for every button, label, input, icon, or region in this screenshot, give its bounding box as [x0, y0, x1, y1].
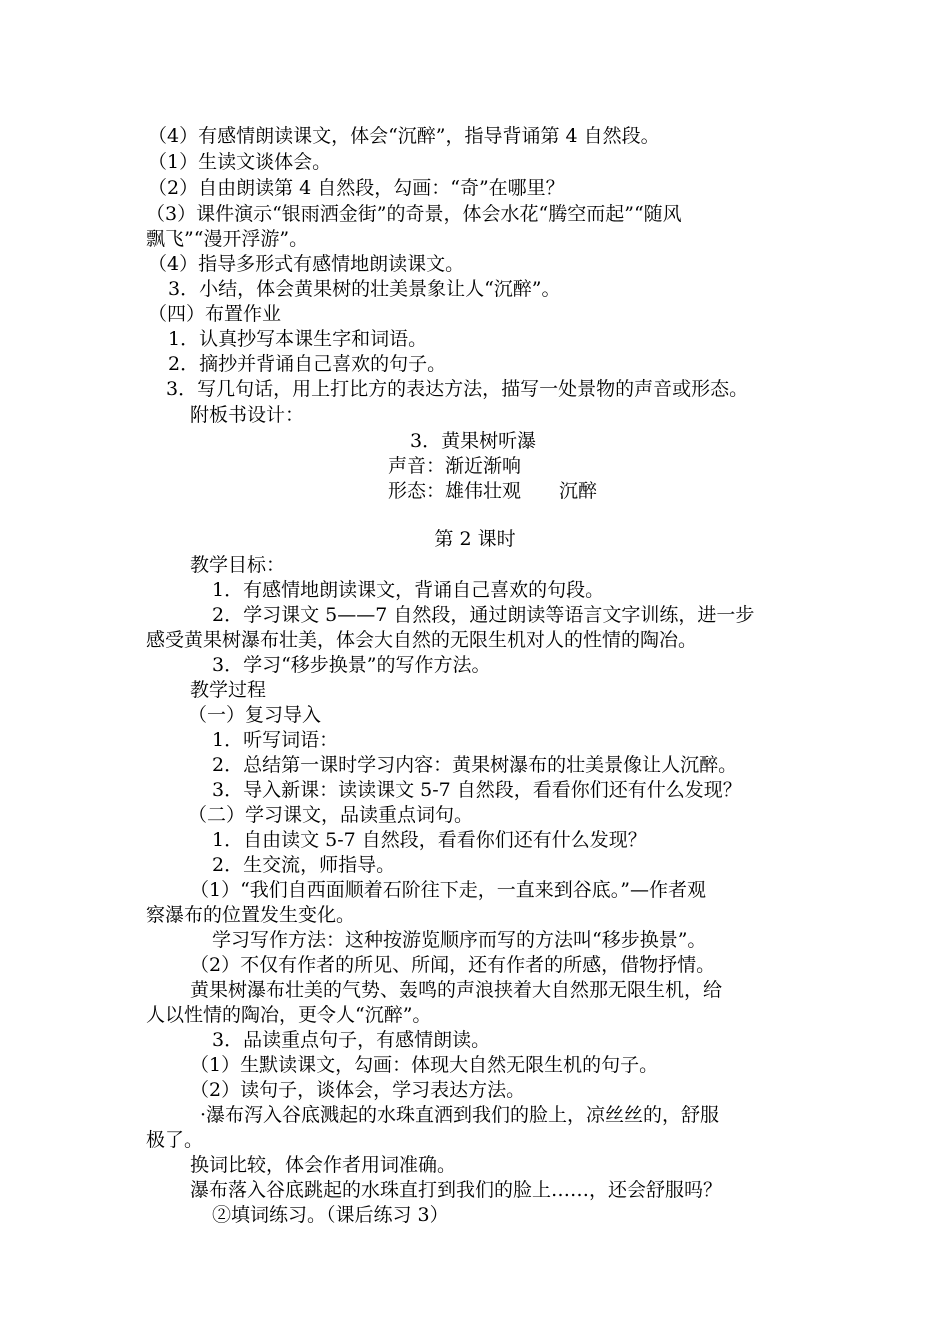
section-heading: （二）学习课文，品读重点词句。	[188, 804, 474, 826]
text-line: 察瀑布的位置发生变化。	[146, 904, 356, 926]
text-line: 3．写几句话，用上打比方的表达方法，描写一处景物的声音或形态。	[166, 378, 749, 400]
text-line: （1）生读文谈体会。	[148, 151, 332, 173]
text-line: （3）课件演示“银雨洒金街”的奇景，体会水花“腾空而起”“随风	[146, 203, 682, 225]
text-line: 2．总结第一课时学习内容：黄果树瀑布的壮美景像让人沉醉。	[212, 754, 738, 776]
text-line: 飘飞”“漫开浮游”。	[146, 228, 309, 250]
text-line: 2．学习课文 5——7 自然段，通过朗读等语言文字训练，进一步	[212, 604, 755, 626]
text-line: 极了。	[146, 1129, 204, 1151]
text-line: 瀑布落入谷底跳起的水珠直打到我们的脸上……，还会舒服吗？	[190, 1179, 723, 1201]
text-line: 黄果树瀑布壮美的气势、轰鸣的声浪挟着大自然那无限生机，给	[190, 979, 723, 1001]
board-line: 声音：渐近渐响	[388, 455, 522, 477]
text-line: ②填词练习。（课后练习 3）	[212, 1204, 449, 1226]
text-line: 附板书设计：	[190, 404, 305, 426]
text-line: （2）自由朗读第 4 自然段，勾画：“奇”在哪里？	[148, 177, 565, 199]
text-line: 1．认真抄写本课生字和词语。	[168, 328, 428, 350]
text-line: 2．生交流，师指导。	[212, 854, 396, 876]
text-line: 教学目标：	[190, 554, 286, 576]
text-line: ·瀑布泻入谷底溅起的水珠直洒到我们的脸上，凉丝丝的，舒服	[200, 1104, 720, 1126]
text-line: 换词比较，体会作者用词准确。	[190, 1154, 457, 1176]
section-heading: （一）复习导入	[188, 704, 322, 726]
lesson-heading: 第 2 课时	[434, 528, 516, 550]
text-line: 1．听写词语：	[212, 729, 339, 751]
section-heading: （四）布置作业	[148, 303, 282, 325]
text-line: 3．品读重点句子，有感情朗读。	[212, 1029, 491, 1051]
text-line: （4）有感情朗读课文，体会“沉醉”，指导背诵第 4 自然段。	[148, 125, 660, 147]
text-line: （4）指导多形式有感情地朗读课文。	[148, 253, 465, 275]
text-line: （2）不仅有作者的所见、所闻，还有作者的所感，借物抒情。	[190, 954, 716, 976]
text-line: 3．学习“移步换景”的写作方法。	[212, 654, 491, 676]
board-title: 3．黄果树听瀑	[410, 430, 537, 452]
text-line: 1．自由读文 5-7 自然段，看看你们还有什么发现？	[212, 829, 647, 851]
text-line: 感受黄果树瀑布壮美，体会大自然的无限生机对人的性情的陶冶。	[146, 629, 698, 651]
text-line: 人以性情的陶冶，更令人“沉醉”。	[146, 1004, 432, 1026]
text-line: 教学过程	[190, 679, 267, 701]
text-line: 3．导入新课：读读课文 5-7 自然段，看看你们还有什么发现？	[212, 779, 742, 801]
text-line: （1）生默读课文，勾画：体现大自然无限生机的句子。	[190, 1054, 659, 1076]
text-line: 3．小结，体会黄果树的壮美景象让人“沉醉”。	[168, 278, 561, 300]
text-line: 学习写作方法：这种按游览顺序而写的方法叫“移步换景”。	[212, 929, 707, 951]
text-line: （1）“我们自西面顺着石阶往下走，一直来到谷底。”—作者观	[190, 879, 707, 901]
board-line: 形态：雄伟壮观 沉醉	[388, 480, 598, 502]
text-line: （2）读句子，谈体会，学习表达方法。	[190, 1079, 526, 1101]
text-line: 1．有感情地朗读课文，背诵自己喜欢的句段。	[212, 579, 605, 601]
text-line: 2．摘抄并背诵自己喜欢的句子。	[168, 353, 447, 375]
